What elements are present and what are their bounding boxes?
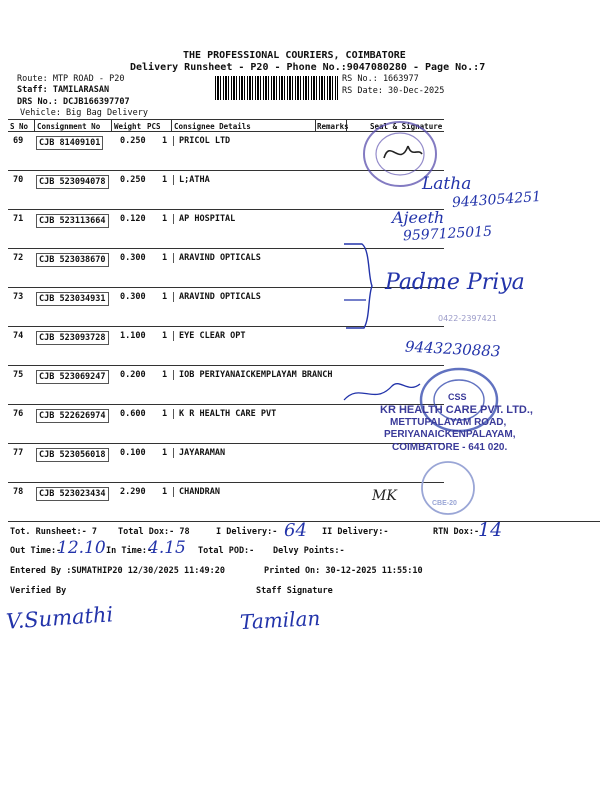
i-delivery-label: I Delivery:- — [216, 527, 278, 537]
handwriting-latha: Latha — [422, 174, 472, 194]
in-time-value: 4.15 — [148, 538, 186, 558]
header-consignee: Consignee Details — [174, 122, 251, 131]
staff-signature-label: Staff Signature — [256, 586, 333, 596]
barcode — [215, 76, 338, 100]
staff-name: Staff: TAMILARASAN — [17, 85, 110, 95]
ii-delivery-label: II Delivery:- — [322, 527, 389, 537]
handwriting-initials-78: MK — [372, 488, 397, 504]
row-sno: 75 — [13, 370, 24, 380]
row-sno: 69 — [13, 136, 24, 146]
stamp-phone: 0422-2397421 — [438, 314, 497, 323]
row-consignment: CJB 523113664 — [36, 214, 109, 228]
row-sno: 73 — [13, 292, 24, 302]
entered-by: Entered By :SUMATHIP20 12/30/2025 11:49:20 — [10, 566, 225, 576]
row-pcs: 1 — [162, 292, 168, 302]
i-delivery-value: 64 — [284, 520, 307, 541]
row-consignment: CJB 523093728 — [36, 331, 109, 345]
runsheet-subtitle: Delivery Runsheet - P20 - Phone No.:9047080280 - Page No.:7 — [130, 62, 486, 73]
rs-date: RS Date: 30-Dec-2025 — [342, 86, 445, 96]
row-sno: 71 — [13, 214, 24, 224]
row-consignee: ARAVIND OPTICALS — [173, 292, 261, 302]
row-consignee: EYE CLEAR OPT — [173, 331, 246, 341]
row-weight: 0.250 — [120, 175, 146, 185]
header-pcs: PCS — [147, 122, 161, 131]
tot-runsheet: Tot. Runsheet:- 7 — [10, 527, 97, 537]
row-consignment: CJB 522626974 — [36, 409, 109, 423]
row-consignee: CHANDRAN — [173, 487, 220, 497]
printed-on: Printed On: 30-12-2025 11:55:10 — [264, 566, 423, 576]
stamp-bottom — [418, 458, 478, 518]
handwriting-padma: Padme Priya — [385, 270, 525, 295]
row-pcs: 1 — [162, 136, 168, 146]
row-weight: 2.290 — [120, 487, 146, 497]
row-sno: 78 — [13, 487, 24, 497]
drs-number: DRS No.: DCJB166397707 — [17, 97, 130, 107]
header-remarks: Remarks — [317, 122, 349, 131]
row-weight: 0.250 — [120, 136, 146, 146]
row-pcs: 1 — [162, 253, 168, 263]
row-weight: 0.300 — [120, 253, 146, 263]
row-consignee: IOB PERIYANAICKEMPLAYAM BRANCH — [173, 370, 333, 380]
out-time-value: 12.10 — [57, 538, 106, 558]
row-weight: 0.120 — [120, 214, 146, 224]
stamp-kr-line2: METTUPALAYAM ROAD, — [390, 417, 507, 428]
row-consignment: CJB 81409101 — [36, 136, 103, 150]
header-consignment: Consignment No — [37, 122, 101, 131]
verifier-signature: V.Sumathi — [5, 602, 114, 634]
row-sno: 72 — [13, 253, 24, 263]
row-sno: 77 — [13, 448, 24, 458]
stamp-kr-line3: PERIYANAICKENPALAYAM, — [384, 429, 516, 440]
row-weight: 0.600 — [120, 409, 146, 419]
row-consignment: CJB 523094078 — [36, 175, 109, 189]
row-sno: 74 — [13, 331, 24, 341]
row-consignment: CJB 523034931 — [36, 292, 109, 306]
row-weight: 1.100 — [120, 331, 146, 341]
rtn-dox-value: 14 — [478, 519, 503, 541]
bracket-mark — [340, 236, 390, 336]
header-weight: Weight — [114, 122, 142, 131]
route: Route: MTP ROAD - P20 — [17, 74, 125, 84]
row-sno: 70 — [13, 175, 24, 185]
header-sno: S No — [10, 122, 29, 131]
row-pcs: 1 — [162, 370, 168, 380]
rs-number: RS No.: 1663977 — [342, 74, 419, 84]
row-consignment: CJB 523069247 — [36, 370, 109, 384]
row-consignment: CJB 523056018 — [36, 448, 109, 462]
row-consignee: JAYARAMAN — [173, 448, 225, 458]
row-consignment: CJB 523038670 — [36, 253, 109, 267]
stamp-kr-line4: COIMBATORE - 641 020. — [392, 442, 508, 453]
stamp-iob-label: CSS — [448, 392, 467, 402]
row-pcs: 1 — [162, 487, 168, 497]
row-consignment: CJB 523023434 — [36, 487, 109, 501]
row-consignee: K R HEALTH CARE PVT — [173, 409, 276, 419]
stamp-bottom-label: CBE-20 — [432, 500, 457, 507]
company-title: THE PROFESSIONAL COURIERS, COIMBATORE — [183, 50, 406, 61]
row-consignee: PRICOL LTD — [173, 136, 230, 146]
delvy-points-label: Delvy Points:- — [273, 546, 345, 556]
in-time-label: In Time:- — [106, 546, 153, 556]
vehicle: Vehicle: Big Bag Delivery — [20, 108, 148, 118]
row-pcs: 1 — [162, 448, 168, 458]
row-pcs: 1 — [162, 214, 168, 224]
row-consignee: ARAVIND OPTICALS — [173, 253, 261, 263]
handwriting-padma-phone: 9443230883 — [404, 337, 501, 361]
row-pcs: 1 — [162, 409, 168, 419]
row-consignee: L;ATHA — [173, 175, 210, 185]
handwriting-ajeeth: Ajeeth — [392, 208, 445, 227]
stamp-kr-line1: KR HEALTH CARE PVT. LTD., — [380, 404, 533, 416]
verified-by-label: Verified By — [10, 586, 67, 596]
staff-signature: Tamilan — [239, 605, 321, 635]
rtn-dox-label: RTN Dox:- — [433, 527, 480, 537]
out-time-label: Out Time:- — [10, 546, 62, 556]
row-weight: 0.300 — [120, 292, 146, 302]
handwriting-latha-phone: 9443054251 — [451, 188, 542, 212]
header-seal: Seal & Signature — [370, 122, 443, 131]
total-dox: Total Dox:- 78 — [118, 527, 190, 537]
row-sno: 76 — [13, 409, 24, 419]
handwriting-ajeeth-phone: 9597125015 — [402, 223, 493, 245]
row-weight: 0.200 — [120, 370, 146, 380]
row-weight: 0.100 — [120, 448, 146, 458]
row-pcs: 1 — [162, 331, 168, 341]
row-consignee: AP HOSPITAL — [173, 214, 235, 224]
row-pcs: 1 — [162, 175, 168, 185]
total-pod-label: Total POD:- — [198, 546, 255, 556]
